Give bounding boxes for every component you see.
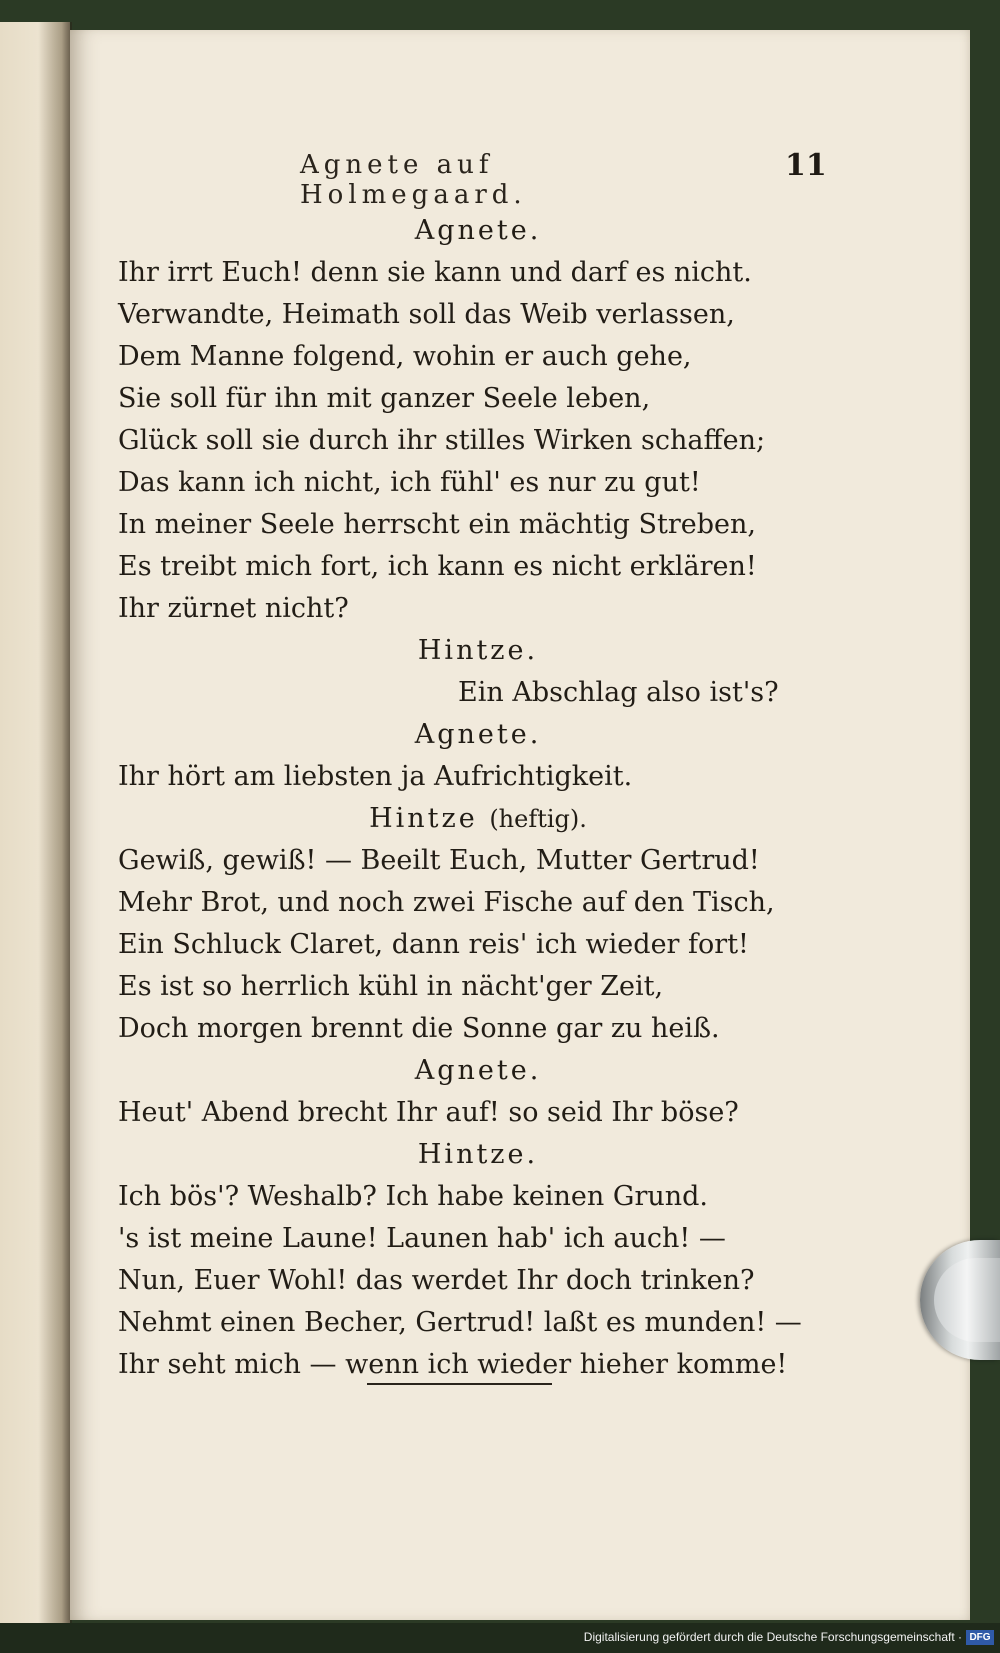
verse-line: Heut' Abend brecht Ihr auf! so seid Ihr böse?: [118, 1097, 739, 1128]
verse-line: Ihr zürnet nicht?: [118, 593, 349, 624]
verse-line: Verwandte, Heimath soll das Weib verlassen,: [118, 299, 735, 330]
verse-line: Sie soll für ihn mit ganzer Seele leben,: [118, 383, 651, 414]
closing-rule: [367, 1383, 552, 1385]
verse-line: Ich bös'? Weshalb? Ich habe keinen Grund.: [118, 1181, 709, 1212]
book-gutter: [38, 22, 72, 1627]
speaker-name: Hintze: [369, 803, 478, 834]
running-title: Agnete auf Holmegaard.: [300, 150, 527, 210]
verse-line: Nun, Euer Wohl! das werdet Ihr doch trinken?: [118, 1265, 755, 1296]
speaker-heading: Hintze.: [417, 635, 539, 666]
verse-line: Ihr seht mich — wenn ich wieder hieher komme!: [118, 1349, 788, 1380]
speaker-heading: Agnete.: [414, 215, 542, 246]
verse-line: 's ist meine Laune! Launen hab' ich auch! —: [118, 1223, 726, 1254]
verse-line: Glück soll sie durch ihr stilles Wirken schaffen;: [118, 425, 766, 456]
verse-line: Dem Manne folgend, wohin er auch gehe,: [118, 341, 692, 372]
clip-inner: [934, 1258, 1000, 1342]
page-number: 11: [785, 148, 827, 183]
verse-line: Gewiß, gewiß! — Beeilt Euch, Mutter Gertrud!: [118, 845, 760, 876]
verse-line: Das kann ich nicht, ich fühl' es nur zu gut!: [118, 467, 701, 498]
speaker-heading: Agnete.: [414, 719, 542, 750]
verse-line: Es ist so herrlich kühl in nächt'ger Zeit,: [118, 971, 664, 1002]
funding-credit: Digitalisierung gefördert durch die Deutsche Forschungsgemeinschaft ·: [583, 1630, 962, 1644]
verse-line: Doch morgen brennt die Sonne gar zu heiß.: [118, 1013, 720, 1044]
verse-line: Nehmt einen Becher, Gertrud! laßt es munden! —: [118, 1307, 802, 1338]
verse-line: Es treibt mich fort, ich kann es nicht erklären!: [118, 551, 757, 582]
speaker-heading: [118, 798, 838, 840]
digitization-footer: [0, 1623, 1000, 1653]
verse-line: Ihr irrt Euch! denn sie kann und darf es nicht.: [118, 257, 752, 288]
verse-line: Mehr Brot, und noch zwei Fische auf den Tisch,: [118, 887, 775, 918]
poem-text: [118, 210, 838, 1386]
speaker-heading: Hintze.: [417, 1139, 539, 1170]
dfg-logo: DFG: [966, 1630, 994, 1645]
stage-direction: (heftig).: [489, 805, 587, 833]
verse-line: Ein Abschlag also ist's?: [458, 677, 779, 708]
verse-line: Ein Schluck Claret, dann reis' ich wieder fort!: [118, 929, 749, 960]
verse-line: Ihr hört am liebsten ja Aufrichtigkeit.: [118, 761, 633, 792]
verse-line: In meiner Seele herrscht ein mächtig Streben,: [118, 509, 756, 540]
speaker-heading: Agnete.: [414, 1055, 542, 1086]
